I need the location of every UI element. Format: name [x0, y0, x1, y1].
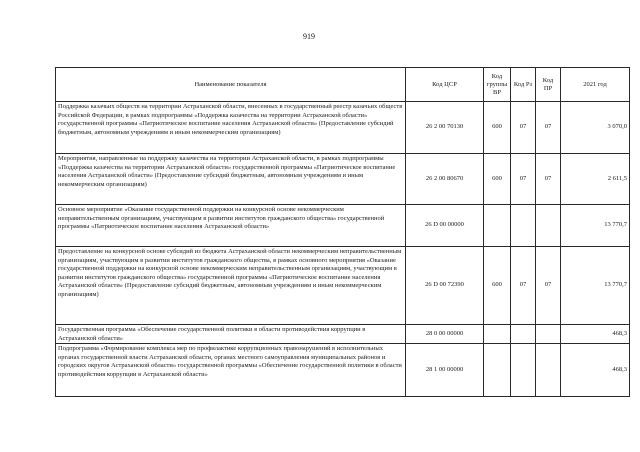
header-vr: Код группы ВР — [484, 68, 511, 102]
row-name: Подпрограмма «Формирование комплекса мер по профилактике коррупционных правонарушений в исполнительных органах государственной власти Астраханской области, органах местного самоуправления муниципальных районов и городских округов Астраханской области» государственной программы «Обеспечение государственной политики в области противодействия коррупции в Астраханской области» — [56, 344, 406, 397]
table-row — [56, 205, 630, 247]
table-row — [56, 154, 630, 205]
row-amount: 2 611,5 — [561, 154, 630, 205]
row-name: Поддержка казачьих обществ на территории Астраханской области, внесенных в государственный реестр казачьих обществ Российской Федерации, в рамках подпрограммы «Поддержка казачества на территории Астраханской области» государственной программы «Патриотическое воспитание населения Астраханской области» (Предоставление субсидий бюджетным, автономным учреждениям и иным некоммерческим организациям) — [56, 102, 406, 154]
row-csr: 26 2 00 80670 — [406, 154, 484, 205]
row-vr: 600 — [484, 102, 511, 154]
row-amount: 468,3 — [561, 344, 630, 397]
row-csr: 26 D 00 72390 — [406, 247, 484, 325]
row-csr: 26 2 00 70130 — [406, 102, 484, 154]
header-csr: Код ЦСР — [406, 68, 484, 102]
header-name: Наименование показателя — [56, 68, 406, 102]
row-vr: 600 — [484, 154, 511, 205]
table-header-row — [56, 68, 630, 102]
table-row — [56, 102, 630, 154]
row-name: Государственная программа «Обеспечение государственной политики в области противодействия коррупции в Астраханской области» — [56, 325, 406, 344]
row-pr: 07 — [536, 154, 561, 205]
page-number: 919 — [303, 32, 315, 41]
row-name: Мероприятия, направленные на поддержку казачества на территории Астраханской области, в рамках подпрограммы «Поддержка казачества на территории Астраханской области» государственной программы «Патриотическое воспитание населения Астраханской области» (Предоставление субсидий бюджетным, автономным учреждениям и иным некоммерческим организациям) — [56, 154, 406, 205]
row-name: Основное мероприятие «Оказание государственной поддержки на конкурсной основе некоммерческим неправительственным организациям, участвующим в развитии институтов гражданского общества» государственной программы «Патриотическое воспитание населения Астраханской области» — [56, 205, 406, 247]
budget-table — [55, 67, 630, 397]
row-rz — [511, 344, 536, 397]
header-pr: Код ПР — [536, 68, 561, 102]
row-csr: 28 1 00 00000 — [406, 344, 484, 397]
row-name: Предоставление на конкурсной основе субсидий из бюджета Астраханской области некоммерческим неправительственным организациям, участвующим в развитии институтов гражданского общества, в рамках основного мероприятия «Оказание государственной поддержки на конкурсной основе некоммерческим неправительственным организациям, участвующим в развитии институтов гражданского общества» государственной программы «Патриотическое воспитание населения Астраханской области» (Предоставление субсидий бюджетным, автономным учреждениям и иным некоммерческим организациям) — [56, 247, 406, 325]
row-vr — [484, 344, 511, 397]
row-pr — [536, 205, 561, 247]
row-pr — [536, 344, 561, 397]
table-row — [56, 325, 630, 344]
table-row — [56, 344, 630, 397]
row-rz: 07 — [511, 102, 536, 154]
row-csr: 26 D 00 00000 — [406, 205, 484, 247]
row-amount: 468,3 — [561, 325, 630, 344]
row-rz — [511, 325, 536, 344]
row-amount: 13 770,7 — [561, 247, 630, 325]
row-pr — [536, 325, 561, 344]
row-pr: 07 — [536, 247, 561, 325]
header-rz: Код Рз — [511, 68, 536, 102]
row-vr — [484, 325, 511, 344]
row-csr: 28 0 00 00000 — [406, 325, 484, 344]
row-pr: 07 — [536, 102, 561, 154]
row-amount: 13 770,7 — [561, 205, 630, 247]
row-rz: 07 — [511, 247, 536, 325]
row-amount: 3 070,0 — [561, 102, 630, 154]
table-row — [56, 247, 630, 325]
header-year: 2021 год — [561, 68, 630, 102]
row-vr — [484, 205, 511, 247]
row-rz — [511, 205, 536, 247]
row-rz: 07 — [511, 154, 536, 205]
row-vr: 600 — [484, 247, 511, 325]
